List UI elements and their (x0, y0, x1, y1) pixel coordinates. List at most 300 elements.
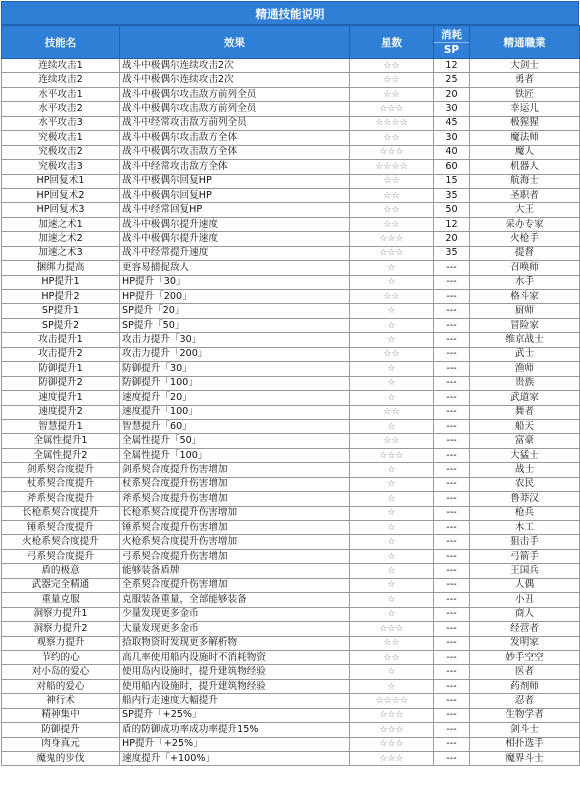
job-cell: 采办专家 (470, 217, 580, 231)
sp-cost-cell: --- (434, 391, 470, 405)
sp-cost-cell: --- (434, 723, 470, 737)
sp-cost-cell: --- (434, 463, 470, 477)
table-row (2, 275, 580, 289)
stars-cell: ☆☆ (350, 217, 434, 231)
stars-cell: ☆ (350, 492, 434, 506)
stars-cell: ☆☆ (350, 636, 434, 650)
effect-cell: 战斗中极偶尔连续攻击2次 (120, 59, 350, 73)
skill-name-cell: 节约的心 (2, 650, 120, 664)
sp-cost-cell: --- (434, 665, 470, 679)
table-row (2, 362, 580, 376)
stars-cell: ☆☆ (350, 131, 434, 145)
table-row (2, 506, 580, 520)
skill-name-cell: 水平攻击2 (2, 102, 120, 116)
job-cell: 商人 (470, 607, 580, 621)
stars-cell: ☆☆☆ (350, 246, 434, 260)
job-cell: 木工 (470, 521, 580, 535)
stars-cell: ☆☆☆ (350, 737, 434, 751)
job-cell: 药剂师 (470, 679, 580, 693)
stars-cell: ☆☆ (350, 347, 434, 361)
table-row (2, 622, 580, 636)
sp-cost-cell: --- (434, 622, 470, 636)
job-cell: 妙手空空 (470, 650, 580, 664)
job-cell: 机器人 (470, 160, 580, 174)
skill-name-cell: 洞察力提升2 (2, 622, 120, 636)
sp-cost-cell: --- (434, 564, 470, 578)
skill-name-cell: 重量克服 (2, 593, 120, 607)
sp-cost-cell: --- (434, 434, 470, 448)
table-row (2, 535, 580, 549)
job-cell: 大猛士 (470, 448, 580, 462)
stars-cell: ☆ (350, 261, 434, 275)
table-row (2, 636, 580, 650)
effect-cell: 战斗中经常提升速度 (120, 246, 350, 260)
stars-cell: ☆ (350, 275, 434, 289)
effect-cell: 攻击力提升「200」 (120, 347, 350, 361)
sp-cost-cell: 50 (434, 203, 470, 217)
skill-name-cell: 防御提升1 (2, 362, 120, 376)
header-cost (434, 26, 470, 59)
skill-name-cell: 加速之术3 (2, 246, 120, 260)
stars-cell: ☆ (350, 376, 434, 390)
stars-cell: ☆☆ (350, 203, 434, 217)
job-cell: 提督 (470, 246, 580, 260)
sp-cost-cell: 60 (434, 160, 470, 174)
stars-cell: ☆ (350, 578, 434, 592)
table-row (2, 448, 580, 462)
table-row (2, 102, 580, 116)
header-stars: 星数 (350, 26, 434, 59)
skill-name-cell: 全属性提升2 (2, 448, 120, 462)
effect-cell: 全属性提升「50」 (120, 434, 350, 448)
effect-cell: 使用船内设施时，提升建筑物经验 (120, 679, 350, 693)
sp-cost-cell: 45 (434, 116, 470, 130)
sp-cost-cell: --- (434, 679, 470, 693)
table-row (2, 246, 580, 260)
table-row (2, 650, 580, 664)
job-cell: 船天 (470, 419, 580, 433)
skill-name-cell: HP回复术3 (2, 203, 120, 217)
job-cell: 枪兵 (470, 506, 580, 520)
effect-cell: 防御提升「100」 (120, 376, 350, 390)
table-row (2, 679, 580, 693)
skill-name-cell: 究极攻击1 (2, 131, 120, 145)
skill-name-cell: 攻击提升1 (2, 333, 120, 347)
stars-cell: ☆☆☆ (350, 752, 434, 766)
skill-name-cell: 观察力提升 (2, 636, 120, 650)
skill-name-cell: 加速之术1 (2, 217, 120, 231)
skill-table-container (1, 1, 579, 766)
sp-cost-cell: --- (434, 708, 470, 722)
sp-cost-cell: --- (434, 506, 470, 520)
sp-cost-cell: 12 (434, 217, 470, 231)
skill-name-cell: 连续攻击2 (2, 73, 120, 87)
effect-cell: 能够装备盾牌 (120, 564, 350, 578)
sp-cost-cell: --- (434, 304, 470, 318)
job-cell: 冒险家 (470, 318, 580, 332)
sp-cost-cell: 35 (434, 246, 470, 260)
job-cell: 大王 (470, 203, 580, 217)
effect-cell: SP提升「+25%」 (120, 708, 350, 722)
skill-name-cell: 剑系契合度提升 (2, 463, 120, 477)
job-cell: 航海士 (470, 174, 580, 188)
effect-cell: 速度提升「100」 (120, 405, 350, 419)
effect-cell: 长枪系契合度提升伤害增加 (120, 506, 350, 520)
sp-cost-cell: --- (434, 333, 470, 347)
effect-cell: 使用岛内设施时，提升建筑物经验 (120, 665, 350, 679)
table-row (2, 578, 580, 592)
job-cell: 魔人 (470, 145, 580, 159)
job-cell: 幸运儿 (470, 102, 580, 116)
table-row (2, 549, 580, 563)
effect-cell: 剑系契合度提升伤害增加 (120, 463, 350, 477)
sp-cost-cell: --- (434, 737, 470, 751)
skill-name-cell: 防御提升2 (2, 376, 120, 390)
sp-cost-cell: --- (434, 275, 470, 289)
job-cell: 富豪 (470, 434, 580, 448)
stars-cell: ☆☆☆☆ (350, 116, 434, 130)
skill-name-cell: 连续攻击1 (2, 59, 120, 73)
job-cell: 人偶 (470, 578, 580, 592)
job-cell: 火枪手 (470, 232, 580, 246)
stars-cell: ☆ (350, 463, 434, 477)
skill-name-cell: 水平攻击1 (2, 87, 120, 101)
job-cell: 农民 (470, 477, 580, 491)
stars-cell: ☆ (350, 665, 434, 679)
sp-cost-cell: 20 (434, 87, 470, 101)
job-cell: 武道家 (470, 391, 580, 405)
stars-cell: ☆ (350, 419, 434, 433)
effect-cell: 少量发现更多金币 (120, 607, 350, 621)
table-row (2, 463, 580, 477)
table-row (2, 665, 580, 679)
table-row (2, 160, 580, 174)
effect-cell: 战斗中极偶尔提升速度 (120, 217, 350, 231)
skill-name-cell: 锤系契合度提升 (2, 521, 120, 535)
table-row (2, 145, 580, 159)
sp-cost-cell: --- (434, 448, 470, 462)
table-row (2, 419, 580, 433)
table-row (2, 261, 580, 275)
skill-name-cell: 洞察力提升1 (2, 607, 120, 621)
skill-name-cell: SP提升1 (2, 304, 120, 318)
job-cell: 维京战士 (470, 333, 580, 347)
job-cell: 发明家 (470, 636, 580, 650)
skill-name-cell: 火枪系契合度提升 (2, 535, 120, 549)
stars-cell: ☆☆ (350, 405, 434, 419)
effect-cell: 克服装备重量，全部能够装备 (120, 593, 350, 607)
effect-cell: 速度提升「+100%」 (120, 752, 350, 766)
stars-cell: ☆☆ (350, 188, 434, 202)
stars-cell: ☆ (350, 607, 434, 621)
effect-cell: 战斗中极偶尔攻击敌方全体 (120, 131, 350, 145)
effect-cell: 战斗中经常攻击敌方前列全员 (120, 116, 350, 130)
table-row (2, 694, 580, 708)
stars-cell: ☆☆☆ (350, 102, 434, 116)
job-cell: 医者 (470, 665, 580, 679)
sp-cost-cell: --- (434, 290, 470, 304)
table-row (2, 492, 580, 506)
skill-name-cell: 攻击提升2 (2, 347, 120, 361)
effect-cell: 战斗中经常攻击敌方全体 (120, 160, 350, 174)
sp-cost-cell: --- (434, 492, 470, 506)
skill-name-cell: 速度提升1 (2, 391, 120, 405)
table-row (2, 564, 580, 578)
sp-cost-cell: 30 (434, 102, 470, 116)
skill-name-cell: 肉身真元 (2, 737, 120, 751)
effect-cell: 速度提升「20」 (120, 391, 350, 405)
stars-cell: ☆☆ (350, 87, 434, 101)
effect-cell: 全属性提升「100」 (120, 448, 350, 462)
table-row (2, 188, 580, 202)
sp-cost-cell: 20 (434, 232, 470, 246)
stars-cell: ☆☆☆ (350, 145, 434, 159)
job-cell: 贵族 (470, 376, 580, 390)
sp-cost-cell: --- (434, 477, 470, 491)
effect-cell: SP提升「20」 (120, 304, 350, 318)
sp-cost-cell: --- (434, 362, 470, 376)
table-row (2, 131, 580, 145)
sp-cost-cell: 40 (434, 145, 470, 159)
stars-cell: ☆ (350, 521, 434, 535)
stars-cell: ☆☆☆☆ (350, 694, 434, 708)
sp-cost-cell: --- (434, 521, 470, 535)
job-cell: 极猩猩 (470, 116, 580, 130)
sp-cost-cell: --- (434, 419, 470, 433)
table-row (2, 73, 580, 87)
skill-name-cell: 长枪系契合度提升 (2, 506, 120, 520)
sp-cost-cell: 25 (434, 73, 470, 87)
sp-cost-cell: 15 (434, 174, 470, 188)
sp-cost-cell: 35 (434, 188, 470, 202)
header-cost-top: 消耗 (441, 28, 462, 41)
table-row (2, 217, 580, 231)
sp-cost-cell: --- (434, 593, 470, 607)
table-row (2, 232, 580, 246)
skill-name-cell: 究极攻击3 (2, 160, 120, 174)
skill-name-cell: 捆绑力提高 (2, 261, 120, 275)
sp-cost-cell: --- (434, 549, 470, 563)
effect-cell: 锤系契合度提升伤害增加 (120, 521, 350, 535)
stars-cell: ☆☆☆☆ (350, 160, 434, 174)
job-cell: 忍者 (470, 694, 580, 708)
job-cell: 铁匠 (470, 87, 580, 101)
sp-cost-cell: --- (434, 578, 470, 592)
skill-name-cell: HP提升2 (2, 290, 120, 304)
table-row (2, 708, 580, 722)
table-row (2, 593, 580, 607)
effect-cell: 战斗中极偶尔连续攻击2次 (120, 73, 350, 87)
skill-name-cell: HP回复术1 (2, 174, 120, 188)
sp-cost-cell: --- (434, 535, 470, 549)
table-row (2, 290, 580, 304)
header-job: 精通職業 (470, 26, 580, 59)
job-cell: 渔师 (470, 362, 580, 376)
skill-name-cell: 对船的爱心 (2, 679, 120, 693)
header-name: 技能名 (2, 26, 120, 59)
effect-cell: 火枪系契合度提升伤害增加 (120, 535, 350, 549)
stars-cell: ☆ (350, 304, 434, 318)
skill-name-cell: 神行术 (2, 694, 120, 708)
table-row (2, 521, 580, 535)
job-cell: 大剑士 (470, 59, 580, 73)
table-body (2, 59, 580, 766)
sp-cost-cell: --- (434, 376, 470, 390)
sp-cost-cell: --- (434, 318, 470, 332)
stars-cell: ☆ (350, 391, 434, 405)
skill-table (1, 25, 580, 766)
effect-cell: 战斗中经常回复HP (120, 203, 350, 217)
stars-cell: ☆☆☆ (350, 622, 434, 636)
job-cell: 弓箭手 (470, 549, 580, 563)
effect-cell: 战斗中极偶尔提升速度 (120, 232, 350, 246)
header-effect: 效果 (120, 26, 350, 59)
job-cell: 经营者 (470, 622, 580, 636)
stars-cell: ☆☆☆ (350, 708, 434, 722)
table-row (2, 752, 580, 766)
skill-name-cell: 智慧提升1 (2, 419, 120, 433)
sp-cost-cell: --- (434, 752, 470, 766)
skill-name-cell: 全属性提升1 (2, 434, 120, 448)
table-row (2, 405, 580, 419)
sp-cost-cell: 30 (434, 131, 470, 145)
stars-cell: ☆☆ (350, 73, 434, 87)
header-row (2, 26, 580, 59)
effect-cell: 船内行走速度大幅提升 (120, 694, 350, 708)
table-row (2, 87, 580, 101)
skill-name-cell: 速度提升2 (2, 405, 120, 419)
stars-cell: ☆ (350, 362, 434, 376)
effect-cell: 更容易捕捉敌人 (120, 261, 350, 275)
stars-cell: ☆☆ (350, 434, 434, 448)
skill-name-cell: 精神集中 (2, 708, 120, 722)
table-row (2, 174, 580, 188)
table-row (2, 376, 580, 390)
stars-cell: ☆ (350, 549, 434, 563)
effect-cell: 战斗中极偶尔回复HP (120, 188, 350, 202)
table-row (2, 116, 580, 130)
stars-cell: ☆☆ (350, 290, 434, 304)
job-cell: 魔界斗士 (470, 752, 580, 766)
stars-cell: ☆ (350, 535, 434, 549)
job-cell: 王国兵 (470, 564, 580, 578)
job-cell: 战士 (470, 463, 580, 477)
skill-name-cell: SP提升2 (2, 318, 120, 332)
effect-cell: 战斗中极偶尔攻击敌方全体 (120, 145, 350, 159)
effect-cell: 盾的防御成功率成功率提升15% (120, 723, 350, 737)
skill-name-cell: HP提升1 (2, 275, 120, 289)
job-cell: 生物学者 (470, 708, 580, 722)
job-cell: 狙击手 (470, 535, 580, 549)
effect-cell: SP提升「50」 (120, 318, 350, 332)
stars-cell: ☆☆ (350, 174, 434, 188)
stars-cell: ☆☆ (350, 59, 434, 73)
effect-cell: 拾取物资时发现更多解析物 (120, 636, 350, 650)
sp-cost-cell: --- (434, 694, 470, 708)
stars-cell: ☆ (350, 506, 434, 520)
job-cell: 鲁莽汉 (470, 492, 580, 506)
stars-cell: ☆☆☆ (350, 232, 434, 246)
table-row (2, 333, 580, 347)
stars-cell: ☆ (350, 333, 434, 347)
effect-cell: 智慧提升「60」 (120, 419, 350, 433)
job-cell: 剑斗士 (470, 723, 580, 737)
effect-cell: 防御提升「30」 (120, 362, 350, 376)
sp-cost-cell: --- (434, 636, 470, 650)
table-row (2, 59, 580, 73)
table-row (2, 203, 580, 217)
skill-name-cell: 加速之术2 (2, 232, 120, 246)
skill-name-cell: 水平攻击3 (2, 116, 120, 130)
stars-cell: ☆ (350, 477, 434, 491)
table-row (2, 477, 580, 491)
stars-cell: ☆ (350, 593, 434, 607)
table-row (2, 304, 580, 318)
table-row (2, 434, 580, 448)
stars-cell: ☆☆☆ (350, 723, 434, 737)
job-cell: 召唤师 (470, 261, 580, 275)
effect-cell: 弓系契合度提升伤害增加 (120, 549, 350, 563)
sp-cost-cell: --- (434, 607, 470, 621)
skill-name-cell: 盾的极意 (2, 564, 120, 578)
sp-cost-cell: --- (434, 405, 470, 419)
job-cell: 舞者 (470, 405, 580, 419)
stars-cell: ☆ (350, 564, 434, 578)
job-cell: 武士 (470, 347, 580, 361)
stars-cell: ☆ (350, 318, 434, 332)
sp-cost-cell: --- (434, 347, 470, 361)
job-cell: 小丑 (470, 593, 580, 607)
job-cell: 格斗家 (470, 290, 580, 304)
effect-cell: 攻击力提升「30」 (120, 333, 350, 347)
job-cell: 勇者 (470, 73, 580, 87)
skill-name-cell: HP回复术2 (2, 188, 120, 202)
table-row (2, 391, 580, 405)
stars-cell: ☆☆☆ (350, 448, 434, 462)
skill-name-cell: 武器完全精通 (2, 578, 120, 592)
job-cell: 圣职者 (470, 188, 580, 202)
effect-cell: HP提升「200」 (120, 290, 350, 304)
table-title: 精通技能说明 (1, 1, 579, 25)
table-row (2, 723, 580, 737)
skill-name-cell: 究极攻击2 (2, 145, 120, 159)
effect-cell: 大量发现更多金币 (120, 622, 350, 636)
skill-name-cell: 防御提升 (2, 723, 120, 737)
table-row (2, 318, 580, 332)
job-cell: 魔法师 (470, 131, 580, 145)
table-row (2, 607, 580, 621)
effect-cell: 战斗中极偶尔攻击敌方前列全员 (120, 87, 350, 101)
effect-cell: 杖系契合度提升伤害增加 (120, 477, 350, 491)
skill-name-cell: 斧系契合度提升 (2, 492, 120, 506)
table-row (2, 347, 580, 361)
table-row (2, 737, 580, 751)
skill-name-cell: 对小岛的爱心 (2, 665, 120, 679)
effect-cell: HP提升「30」 (120, 275, 350, 289)
skill-name-cell: 杖系契合度提升 (2, 477, 120, 491)
sp-cost-cell: --- (434, 650, 470, 664)
effect-cell: HP提升「+25%」 (120, 737, 350, 751)
effect-cell: 战斗中极偶尔回复HP (120, 174, 350, 188)
effect-cell: 战斗中极偶尔攻击敌方前列全员 (120, 102, 350, 116)
skill-name-cell: 魔鬼的步伐 (2, 752, 120, 766)
job-cell: 厨师 (470, 304, 580, 318)
skill-name-cell: 弓系契合度提升 (2, 549, 120, 563)
sp-cost-cell: --- (434, 261, 470, 275)
stars-cell: ☆☆ (350, 650, 434, 664)
effect-cell: 全系契合度提升伤害增加 (120, 578, 350, 592)
header-cost-bottom: SP (434, 42, 469, 57)
